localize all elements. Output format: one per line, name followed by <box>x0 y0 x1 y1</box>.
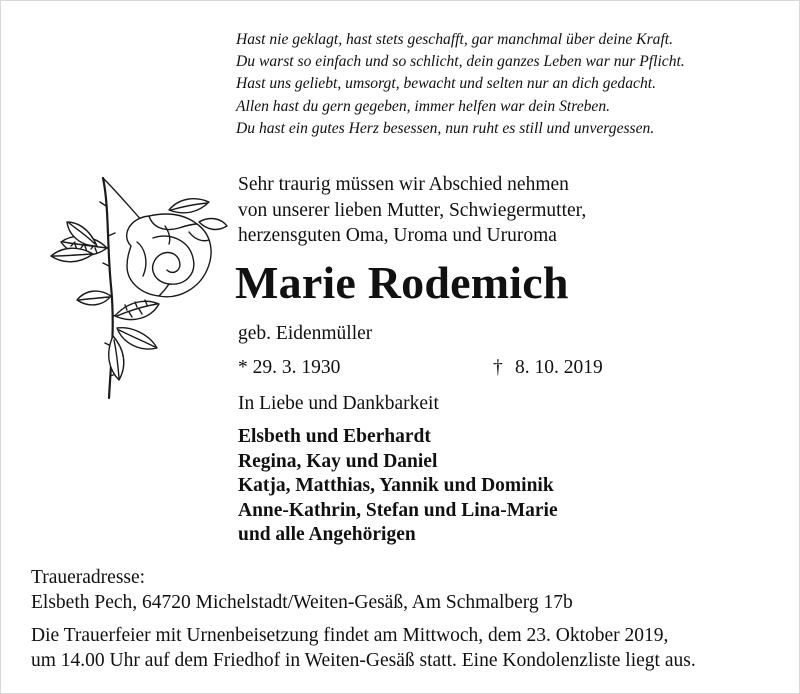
service-line: um 14.00 Uhr auf dem Friedhof in Weiten-Gesäß statt. Eine Kondolenzliste liegt aus. <box>31 649 696 671</box>
announcement-line: von unserer lieben Mutter, Schwiegermutter, <box>238 199 587 221</box>
mourner: und alle Angehörigen <box>238 524 416 546</box>
mourning-address <box>31 566 791 615</box>
mourner: Katja, Matthias, Yannik und Dominik <box>238 475 554 497</box>
announcement <box>238 172 758 249</box>
death-date-line <box>493 357 603 379</box>
mourner: Anne-Kathrin, Stefan und Lina-Marie <box>238 499 558 521</box>
mourner: Regina, Kay und Daniel <box>238 450 438 472</box>
address-label: Traueradresse: <box>31 567 146 588</box>
poem-line: Du hast ein gutes Herz besessen, nun ruht es still und unvergessen. <box>236 119 655 137</box>
love-line: In Liebe und Dankbarkeit <box>238 393 439 414</box>
poem-line: Hast uns geliebt, umsorgt, bewacht und selten nur an dich gedacht. <box>236 75 656 93</box>
announcement-line: Sehr traurig müssen wir Abschied nehmen <box>238 174 569 195</box>
funeral-service-info <box>31 624 791 673</box>
poem-line: Allen hast du gern gegeben, immer helfen war dein Streben. <box>236 97 611 115</box>
announcement-line: herzensguten Oma, Uroma und Ururoma <box>238 225 557 246</box>
mourners-list <box>238 425 558 548</box>
birth-date: * 29. 3. 1930 <box>238 357 341 378</box>
poem <box>236 29 786 140</box>
poem-line: Hast nie geklagt, hast stets geschafft, gar manchmal über deine Kraft. <box>236 31 674 48</box>
deceased-name: Marie Rodemich <box>235 257 569 308</box>
dagger-mark: † <box>493 357 503 378</box>
poem-line: Du warst so einfach und so schlicht, dein ganzes Leben war nur Pflicht. <box>236 53 685 71</box>
address-value: Elsbeth Pech, 64720 Michelstadt/Weiten-Gesäß, Am Schmalberg 17b <box>31 591 573 613</box>
mourner: Elsbeth und Eberhardt <box>238 426 431 447</box>
service-line: Die Trauerfeier mit Urnenbeisetzung findet am Mittwoch, dem 23. Oktober 2019, <box>31 625 669 646</box>
birth-name: geb. Eidenmüller <box>238 323 373 344</box>
rose-icon <box>19 166 234 401</box>
death-date: 8. 10. 2019 <box>515 357 603 378</box>
